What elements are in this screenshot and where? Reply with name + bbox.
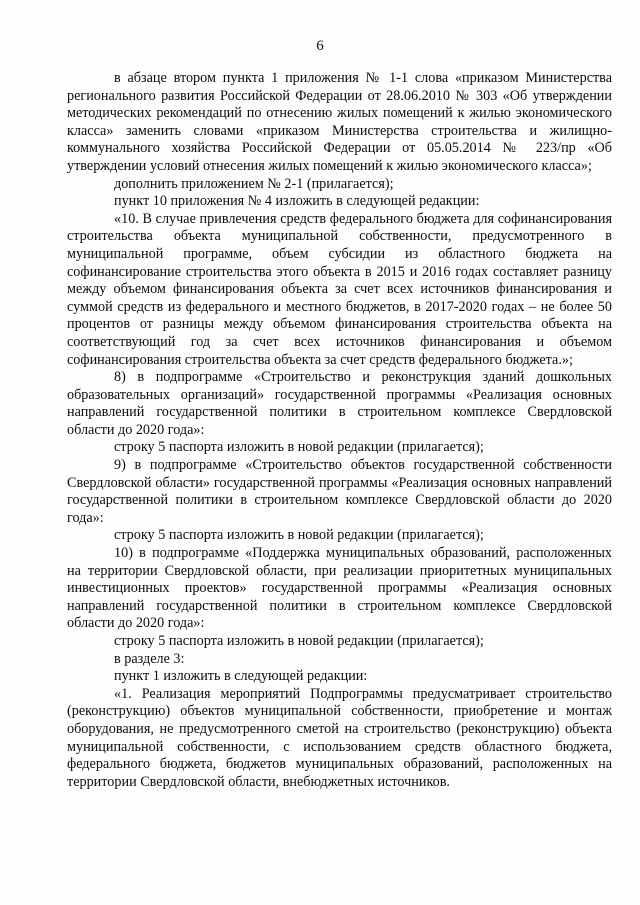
- document-body: [67, 70, 612, 791]
- paragraph: в абзаце втором пункта 1 приложения № 1-1 слова «приказом Министерства регионального развития Российской Федерации от 28.06.2010 № 303 «Об утверждении методических рекомендаций по отнесению жилых помещений к жилью экономического класса» заменить словами «приказом Министерства строительства и жилищно-коммунального хозяйства Российской Федерации от 05.05.2014 № 223/пр «Об утверждении условий отнесения жилых помещений к жилью экономического класса»;: [67, 70, 612, 174]
- paragraph: «1. Реализация мероприятий Подпрограммы предусматривает строительство (реконструкцию) объектов муниципальной собственности, приобретение и монтаж оборудования, не предусмотренного сметой на строительство (реконструкцию) объекта муниципальной собственности, с использованием средств областного бюджета, федерального бюджета, бюджетов муниципальных образований, расположенных на территории Свердловской области, внебюджетных источников.: [67, 685, 612, 790]
- paragraph: пункт 10 приложения № 4 изложить в следующей редакции:: [114, 193, 480, 210]
- paragraph: строку 5 паспорта изложить в новой редакции (прилагается);: [114, 633, 484, 649]
- paragraph: 9) в подпрограмме «Строительство объектов государственной собственности Свердловской области» государственной программы «Реализация основных направлений государственной политики в строительном комплексе Свердловской области до 2020 года»:: [67, 457, 612, 526]
- paragraph: в разделе 3:: [114, 650, 185, 667]
- paragraph: строку 5 паспорта изложить в новой редакции (прилагается);: [114, 439, 484, 456]
- paragraph: 10) в подпрограмме «Поддержка муниципальных образований, расположенных на территории Свердловской области, при реализации приоритетных муниципальных инвестиционных проектов» государственной программы «Реализация основных направлений государственной политики в строительном комплексе Свердловской области до 2020 года»:: [67, 545, 612, 632]
- paragraph: строку 5 паспорта изложить в новой редакции (прилагается);: [114, 527, 484, 544]
- paragraph: 8) в подпрограмме «Строительство и реконструкция зданий дошкольных образовательных организаций» государственной программы «Реализация основных направлений государственной политики в строительном комплексе Свердловской области до 2020 года»:: [67, 369, 612, 438]
- paragraph: пункт 1 изложить в следующей редакции:: [114, 668, 368, 685]
- paragraph: «10. В случае привлечения средств федерального бюджета для софинансирования строительства объекта муниципальной собственности, предусмотренного в муниципальной программе, объем субсидии из областного бюджета на софинансирование строительства этого объекта в 2015 и 2016 годах составляет разницу между объемом финансирования объекта за счет всех источников финансирования и суммой средств из федерального и местного бюджетов, в 2017-2020 годах – не более 50 процентов от разницы между объемом финансирования строительства объекта на соответствующий год за счет всех источников финансирования и объемом софинансирования строительства объекта за счет средств федерального бюджета.»;: [67, 210, 612, 368]
- page-number: 6: [316, 38, 324, 54]
- paragraph: дополнить приложением № 2-1 (прилагается);: [114, 175, 394, 192]
